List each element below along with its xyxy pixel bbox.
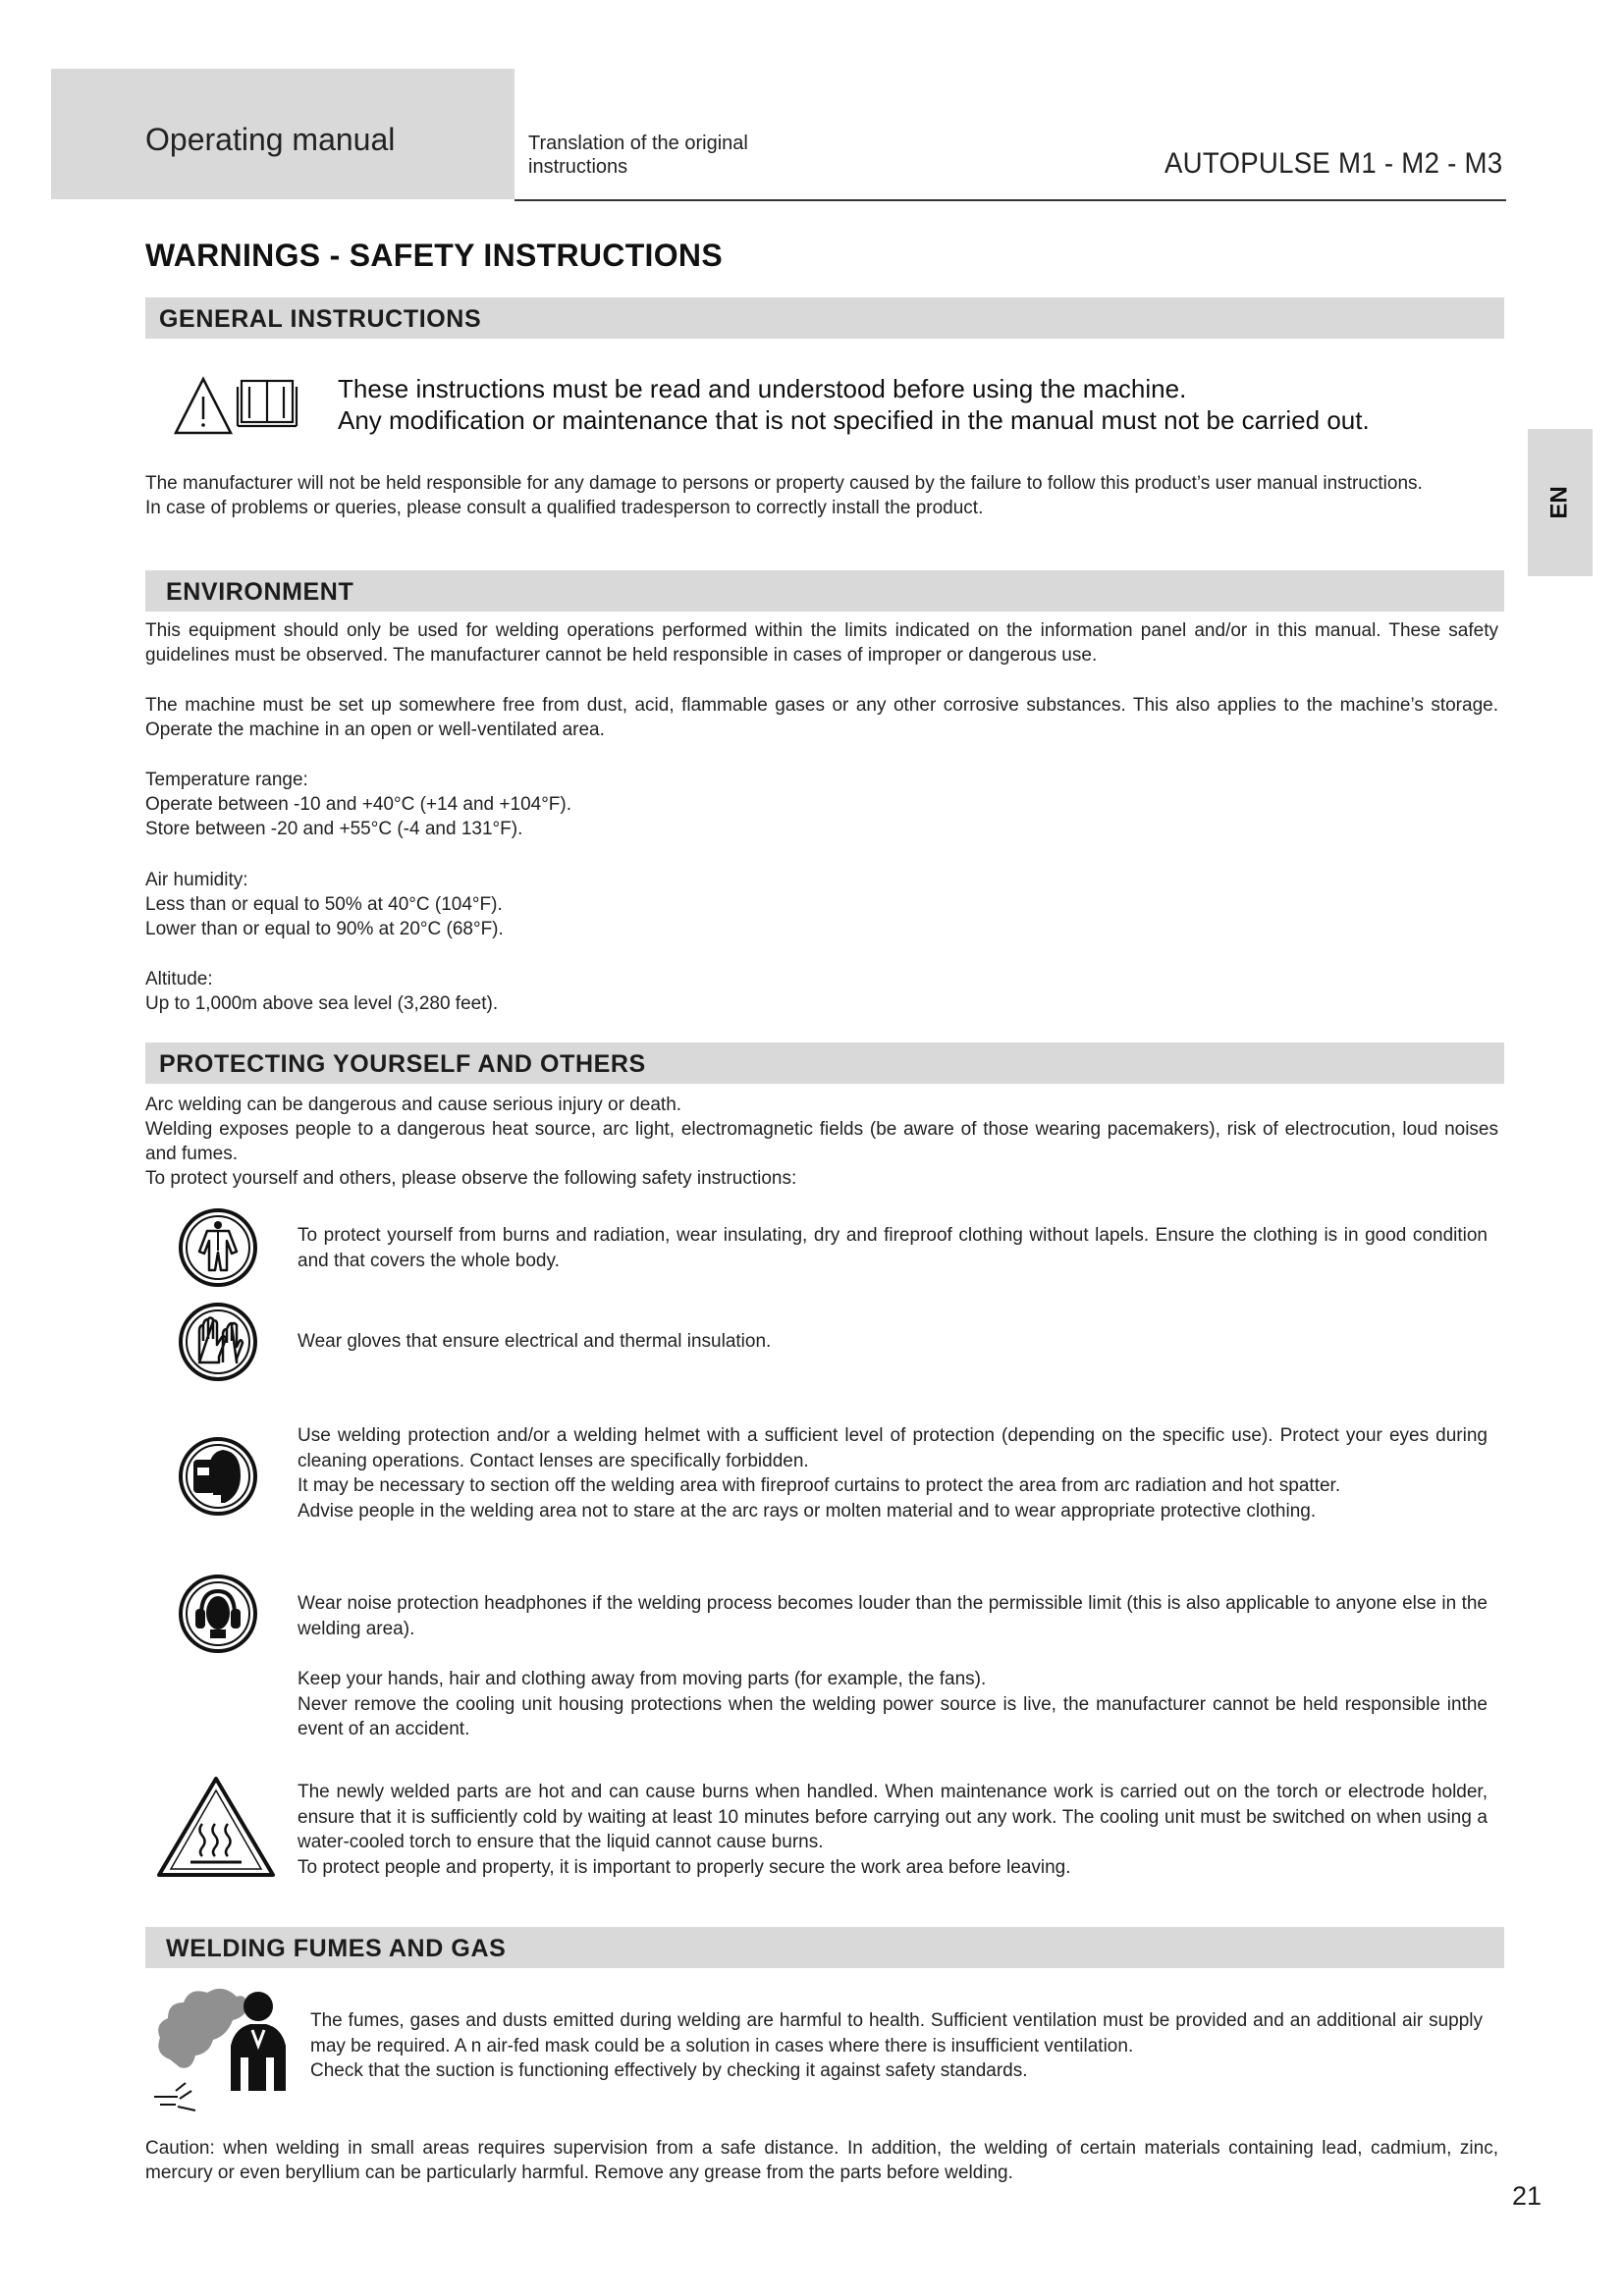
section-general (145, 297, 1504, 339)
altitude: Altitude: Up to 1,000m above sea level (3,280 feet). (145, 969, 499, 1014)
header-subtitle: Translation of the original instructions (528, 133, 748, 178)
book-icon (238, 381, 297, 426)
hot-parts-text: The newly welded parts are hot and can cause burns when handled. When maintenance work is carried out on the torch or electrode holder, ensure that it is sufficiently cold by waiting at least 10 minutes before carrying out any work. The cooling unit must be switched on when using a water-cooled torch to ensure that the liquid cannot cause burns. To protect people and property, it is important to properly secure the work area before leaving. (298, 1782, 1488, 1878)
section-heading: ENVIRONMENT (166, 578, 354, 606)
language-tab-label: EN (1546, 486, 1573, 519)
section-heading: WELDING FUMES AND GAS (166, 1935, 507, 1962)
fumes-text: The fumes, gases and dusts emitted during welding are harmful to health. Sufficient ventilation must be provided and an additional air supply may be required. A n air-fed mask could be a solution in cases where there is insufficient ventilation. Check that the suction is functioning effectively by checking it against safety standards. (310, 2010, 1483, 2081)
hot-surface-icon (155, 1775, 277, 1879)
protecting-intro: Arc welding can be dangerous and cause serious injury or death. Welding exposes people to a dangerous heat source, arc light, electromagnetic fields (be aware of those wearing pacemakers), risk of electrocution, loud noises and fumes. To protect yourself and others, please observe the following safety instructions: (145, 1095, 1498, 1189)
section-environment (145, 570, 1504, 612)
warning-triangle-icon (176, 379, 231, 433)
welding-fumes-icon (152, 1981, 299, 2118)
helmet-text: Use welding protection and/or a welding helmet with a sufficient level of protection (depending on the specific use). Protect your eyes during cleaning operations. Contact lenses are specifically forbidden. It may be necessary to section off the welding area with fireproof curtains to protect the area from arc radiation and hot spatter. Advise people in the welding area not to stare at the arc rays or molten material and to wear appropriate protective clothing. (298, 1425, 1488, 1522)
fumes-caution: Caution: when welding in small areas requires supervision from a safe distance. In addition, the welding of certain materials containing lead, cadmium, zinc, mercury or even beryllium can be particularly harmful. Remove any grease from the parts before welding. (145, 2138, 1498, 2183)
welding-torch-icon (154, 2083, 195, 2110)
manual-title: Operating manual (145, 122, 396, 157)
general-paragraph: The manufacturer will not be held responsible for any damage to persons or property caused by the failure to follow this product’s user manual instructions. In case of problems or queries, please consult a qualified tradesperson to correctly install the product. (145, 473, 1423, 518)
protective-clothing-icon (178, 1207, 258, 1288)
model-name: AUTOPULSE M1 - M2 - M3 (1164, 147, 1502, 180)
noise-text: Wear noise protection headphones if the welding process becomes louder than the permissible limit (this is also applicable to anyone else in the welding area). (298, 1593, 1488, 1639)
gloves-text: Wear gloves that ensure electrical and thermal insulation. (298, 1331, 772, 1352)
gloves-icon (178, 1302, 258, 1382)
page-title: WARNINGS - SAFETY INSTRUCTIONS (145, 238, 723, 273)
header-divider (514, 199, 1506, 201)
welding-helmet-icon (178, 1436, 258, 1517)
section-protecting (145, 1042, 1504, 1084)
temperature-range: Temperature range: Operate between -10 and +40°C (+14 and +104°F). Store between -20 and +55°C (-4 and 131°F). (145, 770, 572, 839)
section-heading: GENERAL INSTRUCTIONS (159, 305, 482, 333)
warning-read-manual-icon (173, 375, 300, 436)
moving-parts-text: Keep your hands, hair and clothing away from moving parts (for example, the fans). Never remove the cooling unit housing protections when the welding power source is live, the manufacturer cannot be held responsible inthe event of an accident. (298, 1669, 1488, 1739)
section-heading: PROTECTING YOURSELF AND OTHERS (159, 1050, 646, 1078)
ear-protection-icon (178, 1574, 258, 1654)
environment-p1: This equipment should only be used for welding operations performed within the limits indicated on the information panel and/or in this manual. These safety guidelines must be observed. The manufacturer cannot be held responsible in cases of improper or dangerous use. (145, 620, 1498, 666)
section-fumes (145, 1927, 1504, 1968)
air-humidity: Air humidity: Less than or equal to 50% at 40°C (104°F). Lower than or equal to 90% at 20°C (68°F). (145, 870, 504, 939)
page-number: 21 (1511, 2181, 1542, 2211)
warning-text: These instructions must be read and understood before using the machine. Any modification or maintenance that is not specified in the manual must not be carried out. (338, 374, 1370, 435)
clothing-text: To protect yourself from burns and radiation, wear insulating, dry and fireproof clothing without lapels. Ensure the clothing is in good condition and that covers the whole body. (298, 1225, 1488, 1271)
environment-p2: The machine must be set up somewhere free from dust, acid, flammable gases or any other corrosive substances. This also applies to the machine’s storage. Operate the machine in an open or well-ventilated area. (145, 695, 1498, 740)
